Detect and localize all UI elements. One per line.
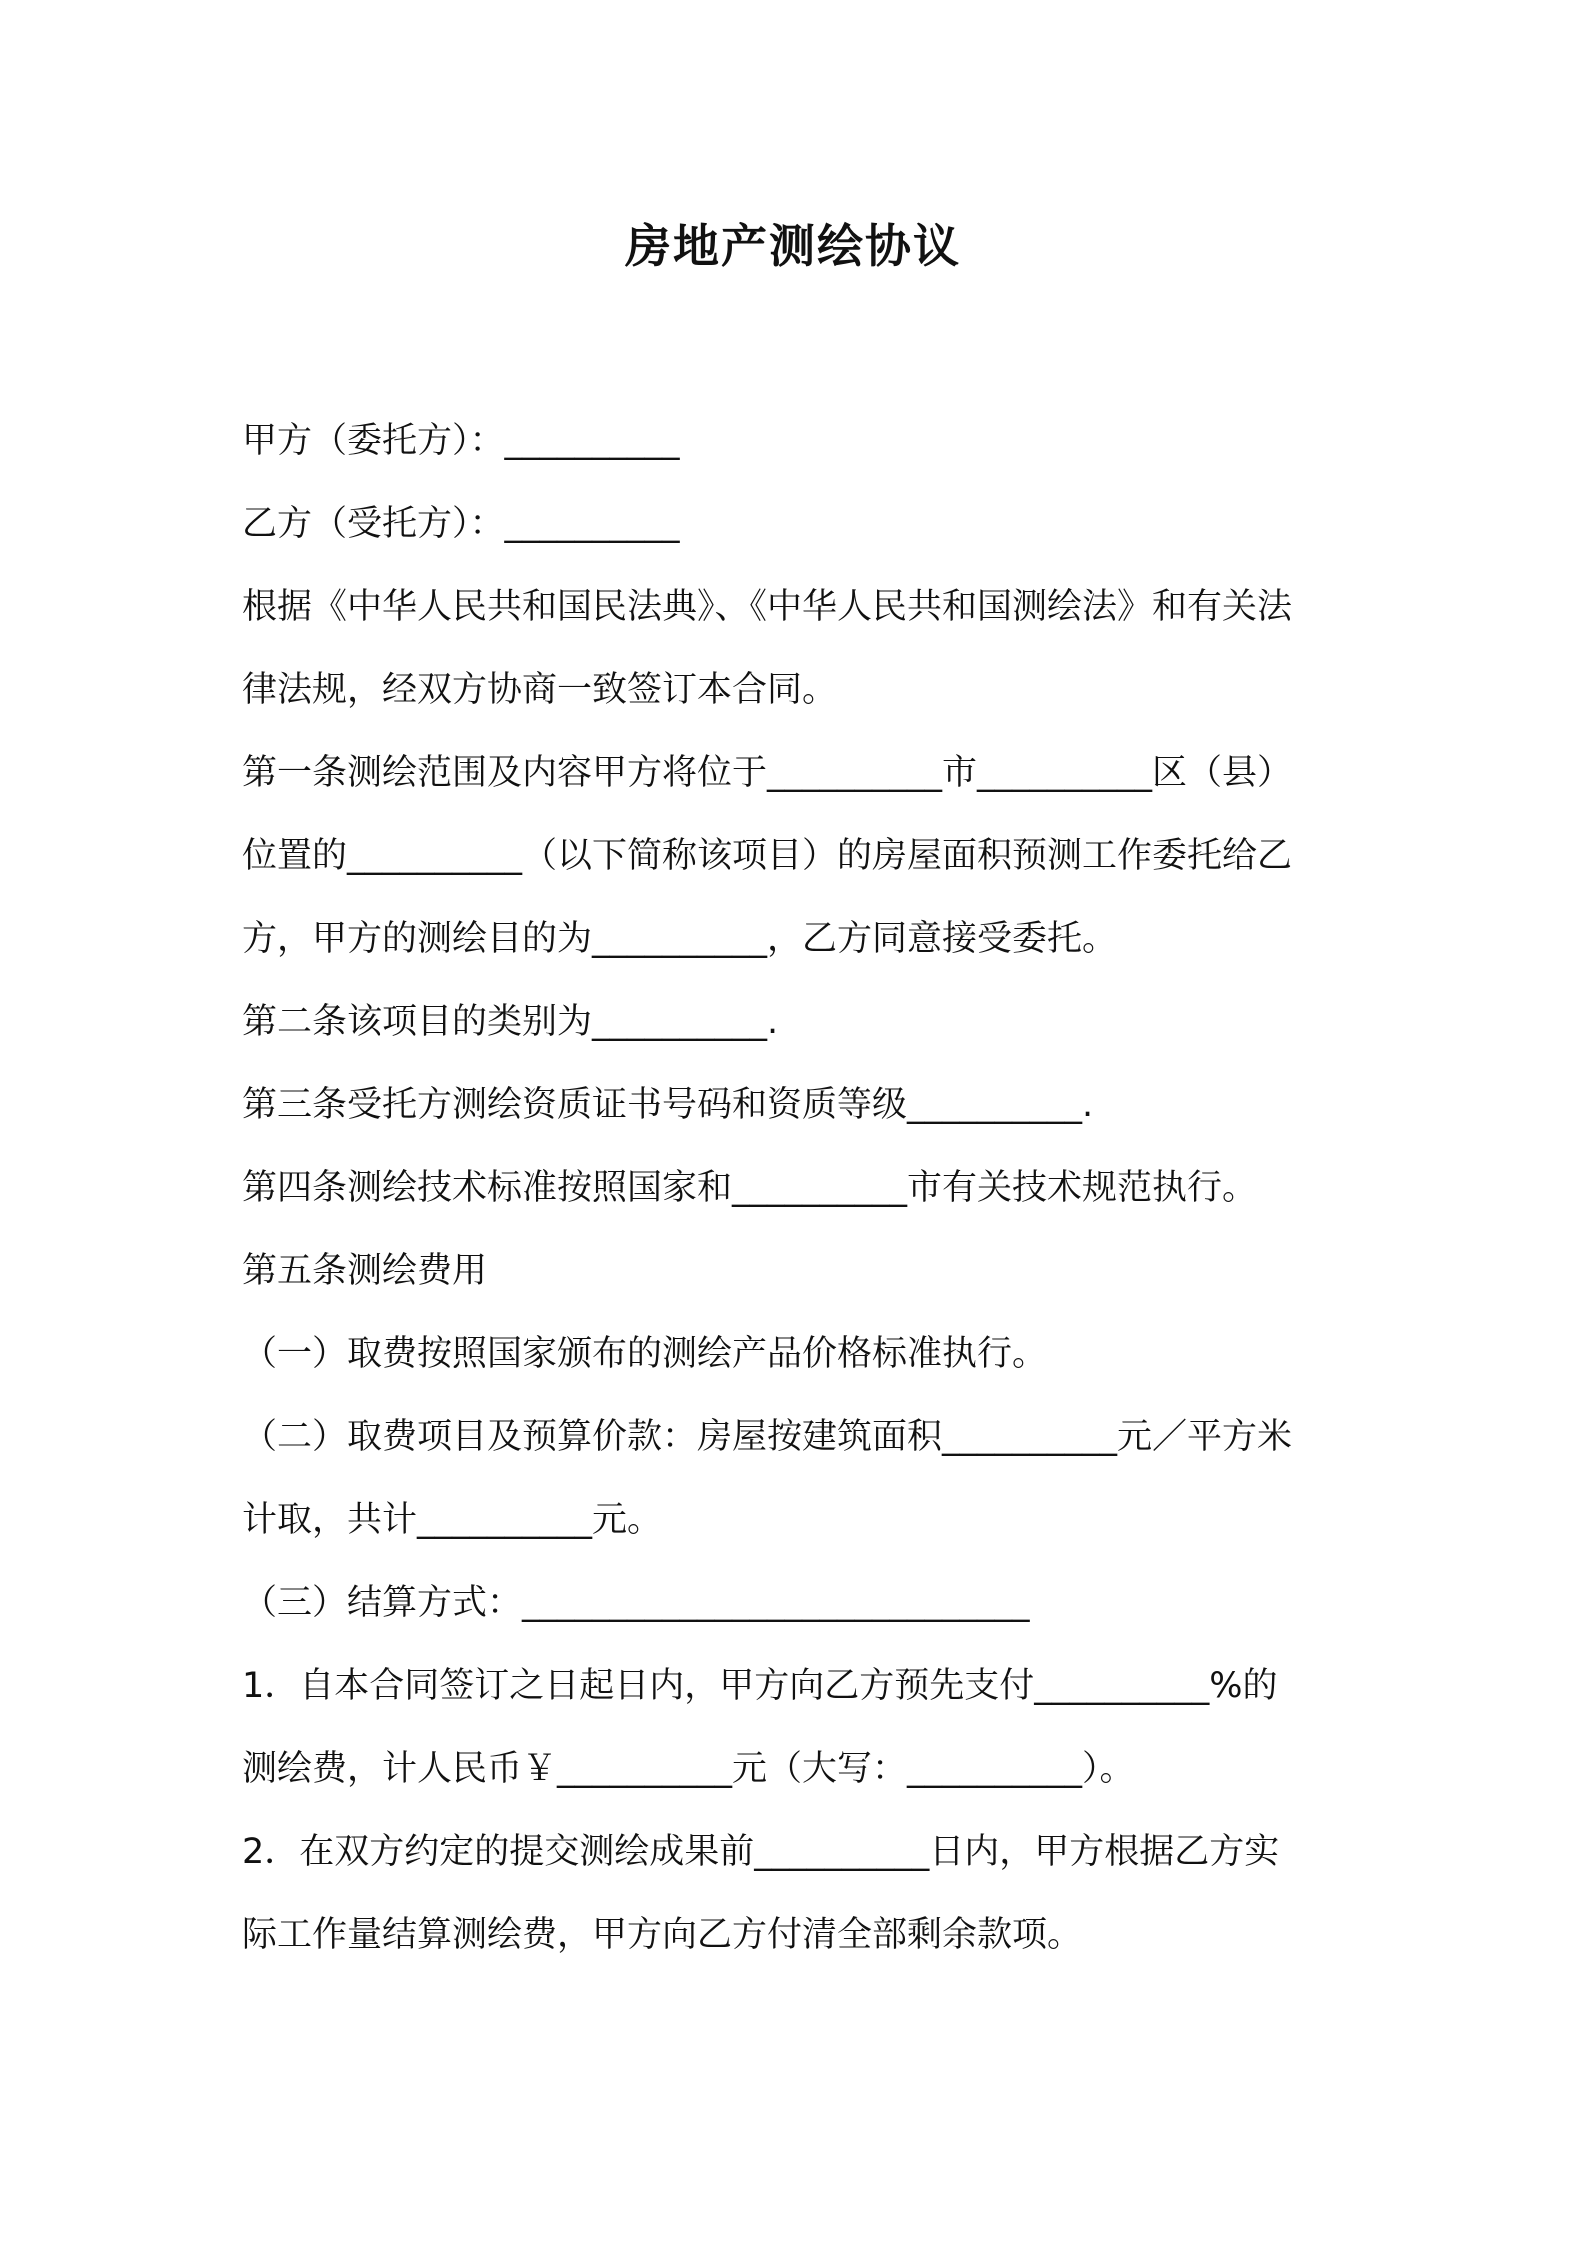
payment-clause-2-line-2: 际工作量结算测绘费，甲方向乙方付清全部剩余款项。 <box>242 1915 1083 1955</box>
article-5-heading: 第五条测绘费用 <box>242 1251 488 1291</box>
preamble-line-1: 根据《中华人民共和国民法典》、《中华人民共和国测绘法》和有关法 <box>242 587 1293 627</box>
payment-clause-1-line-2: 测绘费，计人民币￥__________元（大写：__________）。 <box>242 1749 1135 1789</box>
article-5-item-2-line-1: （二）取费项目及预算价款：房屋按建筑面积__________元／平方米 <box>242 1417 1293 1457</box>
article-1-line-1: 第一条测绘范围及内容甲方将位于__________市__________区（县） <box>242 753 1293 793</box>
article-3-line: 第三条受托方测绘资质证书号码和资质等级__________. <box>242 1085 1094 1125</box>
preamble-line-2: 律法规，经双方协商一致签订本合同。 <box>242 670 838 710</box>
article-5-item-2-line-2: 计取，共计__________元。 <box>242 1500 663 1540</box>
document-body <box>242 400 1352 1977</box>
payment-clause-2-line-1: 2．在双方约定的提交测绘成果前__________日内，甲方根据乙方实 <box>242 1832 1280 1872</box>
article-2-line: 第二条该项目的类别为__________. <box>242 1002 779 1042</box>
party-a-line: 甲方（委托方）：__________ <box>242 421 680 461</box>
article-1-line-3: 方，甲方的测绘目的为__________，乙方同意接受委托。 <box>242 919 1118 959</box>
article-5-item-3: （三）结算方式：_____________________________ <box>242 1583 1030 1623</box>
payment-clause-1-line-1: 1．自本合同签订之日起日内，甲方向乙方预先支付__________%的 <box>242 1666 1278 1706</box>
article-1-line-2: 位置的__________（以下简称该项目）的房屋面积预测工作委托给乙 <box>242 836 1293 876</box>
article-5-item-1: （一）取费按照国家颁布的测绘产品价格标准执行。 <box>242 1334 1048 1374</box>
party-b-line: 乙方（受托方）：__________ <box>242 504 680 544</box>
article-4-line: 第四条测绘技术标准按照国家和__________市有关技术规范执行。 <box>242 1168 1258 1208</box>
document-title: 房地产测绘协议 <box>625 219 961 273</box>
